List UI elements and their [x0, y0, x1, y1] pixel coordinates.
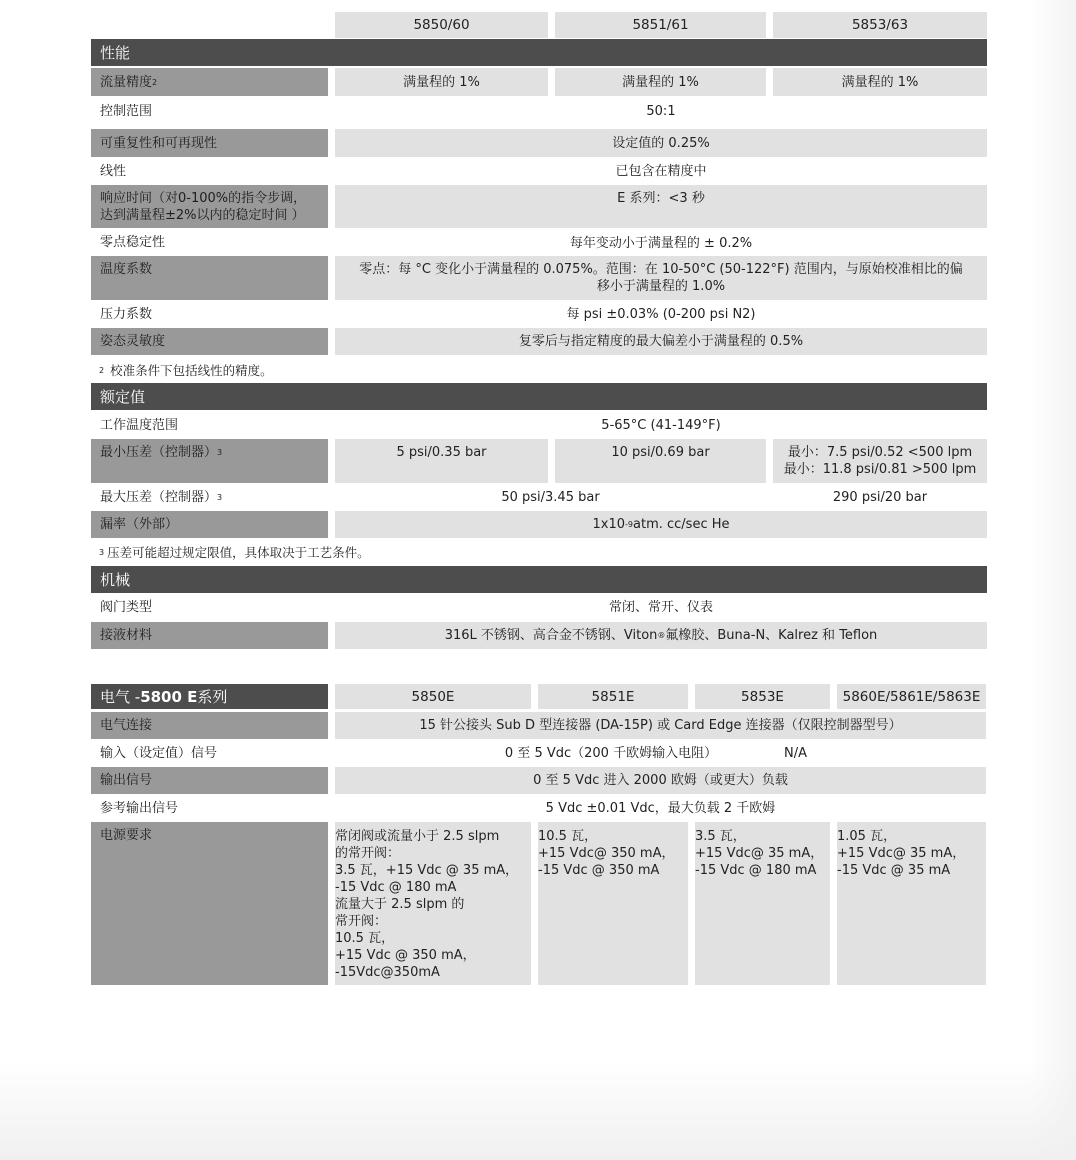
row-label-zero-stability: 零点稳定性	[91, 229, 328, 255]
leak-rate-value: 1x10 -9 atm. cc/sec He	[335, 511, 987, 538]
flow-accuracy-value-1: 满量程的 1%	[335, 68, 548, 96]
row-label-valve-type: 阀门类型	[91, 594, 328, 621]
reference-output-value: 5 Vdc ±0.01 Vdc，最大负载 2 千欧姆	[335, 795, 986, 821]
power-value-5851e: 10.5 瓦， +15 Vdc@ 350 mA， -15 Vdc @ 350 mA	[538, 822, 688, 985]
model-header-5850-60: 5850/60	[335, 12, 548, 38]
row-label-repeatability: 可重复性和可再现性	[91, 129, 328, 157]
flow-accuracy-value-3: 满量程的 1%	[773, 68, 987, 96]
section-ratings: 额定值	[91, 383, 987, 410]
min-pressure-drop-value-1: 5 psi/0.35 bar	[335, 439, 548, 483]
pressure-coefficient-value: 每 psi ±0.03% (0-200 psi N2)	[335, 301, 987, 327]
control-range-value: 50:1	[335, 97, 987, 125]
min-pressure-drop-value-2: 10 psi/0.69 bar	[555, 439, 766, 483]
electrical-connection-value: 15 针公接头 Sub D 型连接器 (DA-15P) 或 Card Edge 连接器（仅限控制器型号）	[335, 712, 986, 739]
valve-type-value: 常闭、常开、仪表	[335, 594, 987, 621]
response-time-value: E 系列：<3 秒	[335, 185, 987, 228]
model-header-5850e: 5850E	[335, 684, 531, 709]
wetted-materials-value: 316L 不锈钢、高合金不锈钢、Viton ® 氟橡胶、Buna-N、Kalrez 和 Teflon	[335, 622, 987, 649]
row-label-input-signal: 输入（设定值）信号	[91, 740, 328, 766]
attitude-sensitivity-value: 复零后与指定精度的最大偏差小于满量程的 0.5%	[335, 328, 987, 355]
row-label-power-requirements: 电源要求	[91, 822, 328, 985]
section-electrical: 电气 - 5800 E 系列	[91, 684, 328, 709]
row-label-wetted-materials: 接液材料	[91, 622, 328, 649]
repeatability-value: 设定值的 0.25%	[335, 129, 987, 157]
section-performance: 性能	[91, 39, 987, 66]
output-signal-value: 0 至 5 Vdc 进入 2000 欧姆（或更大）负载	[335, 767, 986, 794]
max-pressure-drop-value-b: 290 psi/20 bar	[773, 484, 987, 510]
power-value-5850e: 常闭阀或流量小于 2.5 slpm 的常开阀： 3.5 瓦，+15 Vdc @ 35 mA， -15 Vdc @ 180 mA 流量大于 2.5 slpm 的 常开阀： 10.5 瓦， +15 Vdc @ 350 mA， -15Vdc@350mA	[335, 822, 531, 985]
model-header-5851e: 5851E	[538, 684, 688, 709]
row-label-flow-accuracy: 流量精度 2	[91, 68, 328, 96]
row-label-electrical-connection: 电气连接	[91, 712, 328, 739]
row-label-linearity: 线性	[91, 158, 328, 184]
page-bottom-shadow	[0, 1060, 1076, 1160]
row-label-response-time: 响应时间（对0-100%的指令步调， 达到满量程±2%以内的稳定时间 ）	[91, 185, 328, 228]
footnote-3: 3 压差可能超过规定限值，具体取决于工艺条件。	[99, 545, 370, 560]
linearity-value: 已包含在精度中	[335, 158, 987, 184]
row-label-control-range: 控制范围	[91, 97, 328, 125]
row-label-operating-temp: 工作温度范围	[91, 412, 328, 438]
model-header-5853-63: 5853/63	[773, 12, 987, 38]
min-pressure-drop-value-3: 最小：7.5 psi/0.52 <500 lpm 最小：11.8 psi/0.81 >500 lpm	[773, 439, 987, 483]
row-label-attitude-sensitivity: 姿态灵敏度	[91, 328, 328, 355]
row-label-max-pressure-drop: 最大压差（控制器） 3	[91, 484, 328, 510]
section-mechanical: 机械	[91, 566, 987, 593]
flow-accuracy-value-2: 满量程的 1%	[555, 68, 766, 96]
row-label-temp-coefficient: 温度系数	[91, 256, 328, 300]
power-value-5853e: 3.5 瓦， +15 Vdc@ 35 mA， -15 Vdc @ 180 mA	[695, 822, 830, 985]
operating-temp-value: 5-65°C (41-149°F)	[335, 412, 987, 438]
model-header-5860e-5861e-5863e: 5860E/5861E/5863E	[837, 684, 986, 709]
row-label-min-pressure-drop: 最小压差（控制器） 3	[91, 439, 328, 483]
max-pressure-drop-value-a: 50 psi/3.45 bar	[335, 484, 766, 510]
row-label-pressure-coefficient: 压力系数	[91, 301, 328, 327]
footnote-2: 2 校准条件下包括线性的精度。	[99, 363, 273, 378]
input-signal-value: 0 至 5 Vdc（200 千欧姆输入电阻）	[335, 740, 837, 766]
temp-coefficient-value: 零点：每 °C 变化小于满量程的 0.075%。范围：在 10-50°C (50-122°F) 范围内，与原始校准相比的偏 移小于满量程的 1.0%	[335, 256, 987, 300]
model-header-5851-61: 5851/61	[555, 12, 766, 38]
power-value-5860e: 1.05 瓦， +15 Vdc@ 35 mA， -15 Vdc @ 35 mA	[837, 822, 986, 985]
row-label-reference-output: 参考输出信号	[91, 795, 328, 821]
row-label-output-signal: 输出信号	[91, 767, 328, 794]
input-signal-value-na: N/A	[784, 745, 807, 761]
zero-stability-value: 每年变动小于满量程的 ± 0.2%	[335, 230, 987, 256]
model-header-5853e: 5853E	[695, 684, 830, 709]
row-label-leak-rate: 漏率（外部）	[91, 511, 328, 538]
